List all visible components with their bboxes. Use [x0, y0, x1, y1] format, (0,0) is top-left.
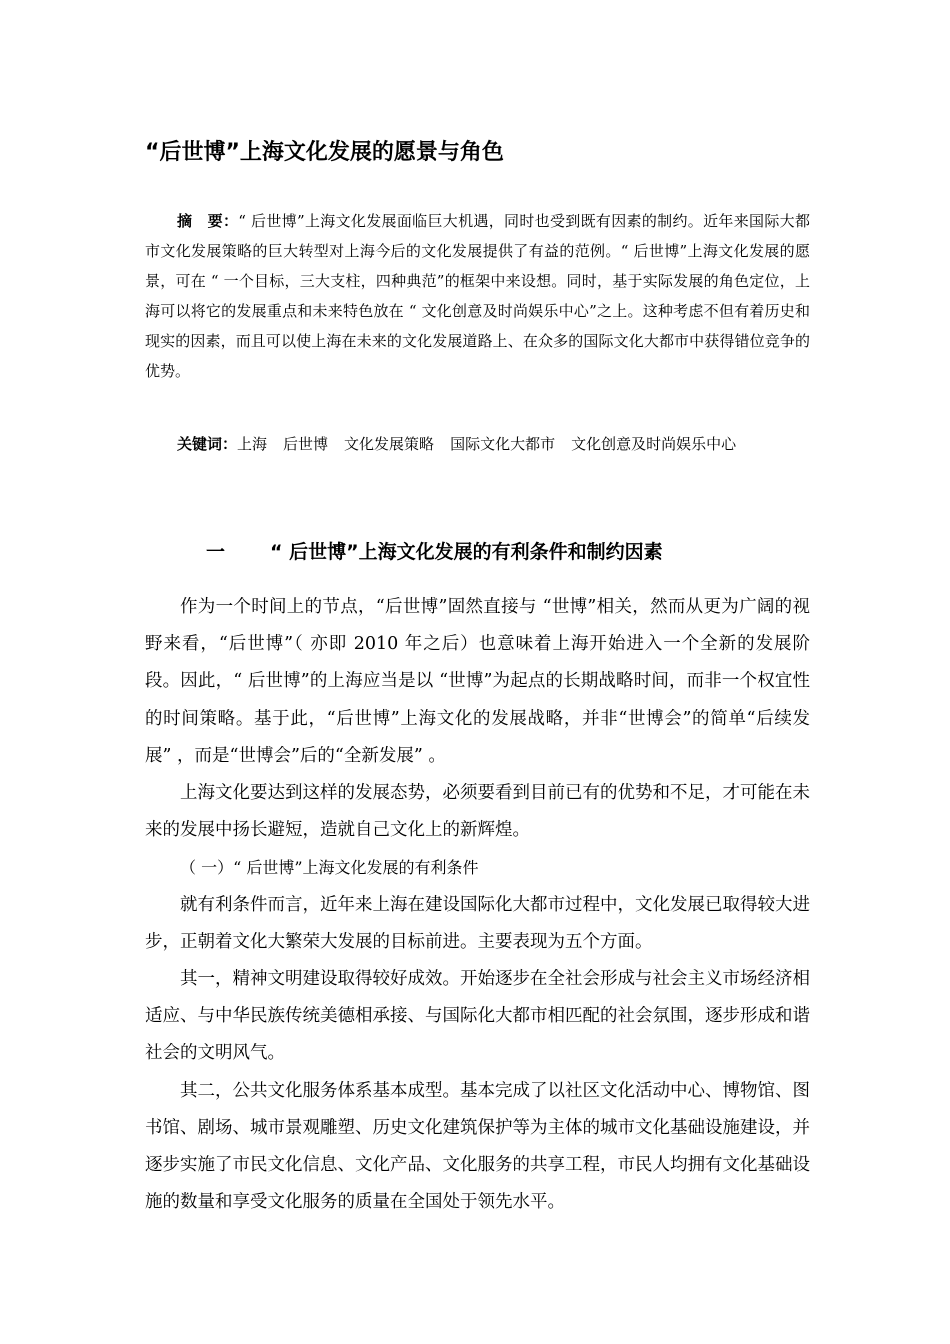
- abstract: [145, 206, 810, 386]
- abstract-text: “ 后世博”上海文化发展面临巨大机遇，同时也受到既有因素的制约。近年来国际大都市文化发展策略的巨大转型对上海今后的文化发展提供了有益的范例。“ 后世博”上海文化发展的愿景，可在 “ 一个目标，三大支柱，四种典范”的框架中来设想。同时，基于实际发展的角色定位，上海可以将它的发展重点和未来特色放在 “ 文化创意及时尚娱乐中心”之上。这种考虑不但有着历史和现实的因素，而且可以使上海在未来的文化发展道路上、在众多的国际文化大都市中获得错位竞争的优势。: [145, 212, 810, 380]
- keyword-item: 文化创意及时尚娱乐中心: [571, 435, 737, 453]
- section-heading: [206, 537, 663, 567]
- keyword-item: 国际文化大都市: [450, 435, 556, 453]
- keyword-item: 后世博: [283, 435, 329, 453]
- subsection-heading: （ 一）“ 后世博”上海文化发展的有利条件: [180, 858, 479, 878]
- abstract-label: 摘 要：: [177, 212, 239, 230]
- paragraph: 其二，公共文化服务体系基本成型。基本完成了以社区文化活动中心、博物馆、图书馆、剧场、城市景观雕塑、历史文化建筑保护等为主体的城市文化基础设施建设，并逐步实施了市民文化信息、文化产品、文化服务的共享工程，市民人均拥有文化基础设施的数量和享受文化服务的质量在全国处于领先水平。: [145, 1080, 810, 1213]
- paragraph: 就有利条件而言，近年来上海在建设国际化大都市过程中，文化发展已取得较大进步，正朝着文化大繁荣大发展的目标前进。主要表现为五个方面。: [145, 894, 810, 952]
- paragraph: 上海文化要达到这样的发展态势，必须要看到目前已有的优势和不足，才可能在未来的发展中扬长避短，造就自己文化上的新辉煌。: [145, 783, 810, 841]
- paragraph: 作为一个时间上的节点，“后世博”固然直接与 “世博”相关，然而从更为广阔的视野来看，“后世博”（ 亦即 2010 年之后）也意味着上海开始进入一个全新的发展阶段。因此，“ 后世博”的上海应当是以 “世博”为起点的长期战略时间，而非一个权宜性的时间策略。基于此，“后世博”上海文化的发展战略，并非“世博会”的简单“后续发展” ，而是“世博会”后的“全新发展” 。: [145, 597, 810, 766]
- keyword-item: 文化发展策略: [344, 435, 435, 453]
- keywords: [177, 429, 752, 459]
- keywords-label: 关键词：: [177, 435, 238, 453]
- paragraph: 其一，精神文明建设取得较好成效。开始逐步在全社会形成与社会主义市场经济相适应、与中华民族传统美德相承接、与国际化大都市相匹配的社会氛围，逐步形成和谐社会的文明风气。: [145, 969, 810, 1064]
- keyword-item: 上海: [237, 435, 268, 453]
- section-number: 一: [206, 541, 226, 563]
- section-title: “ 后世博”上海文化发展的有利条件和制约因素: [270, 541, 663, 563]
- document-title: “后世博”上海文化发展的愿景与角色: [145, 140, 504, 165]
- body-text: [145, 589, 810, 1221]
